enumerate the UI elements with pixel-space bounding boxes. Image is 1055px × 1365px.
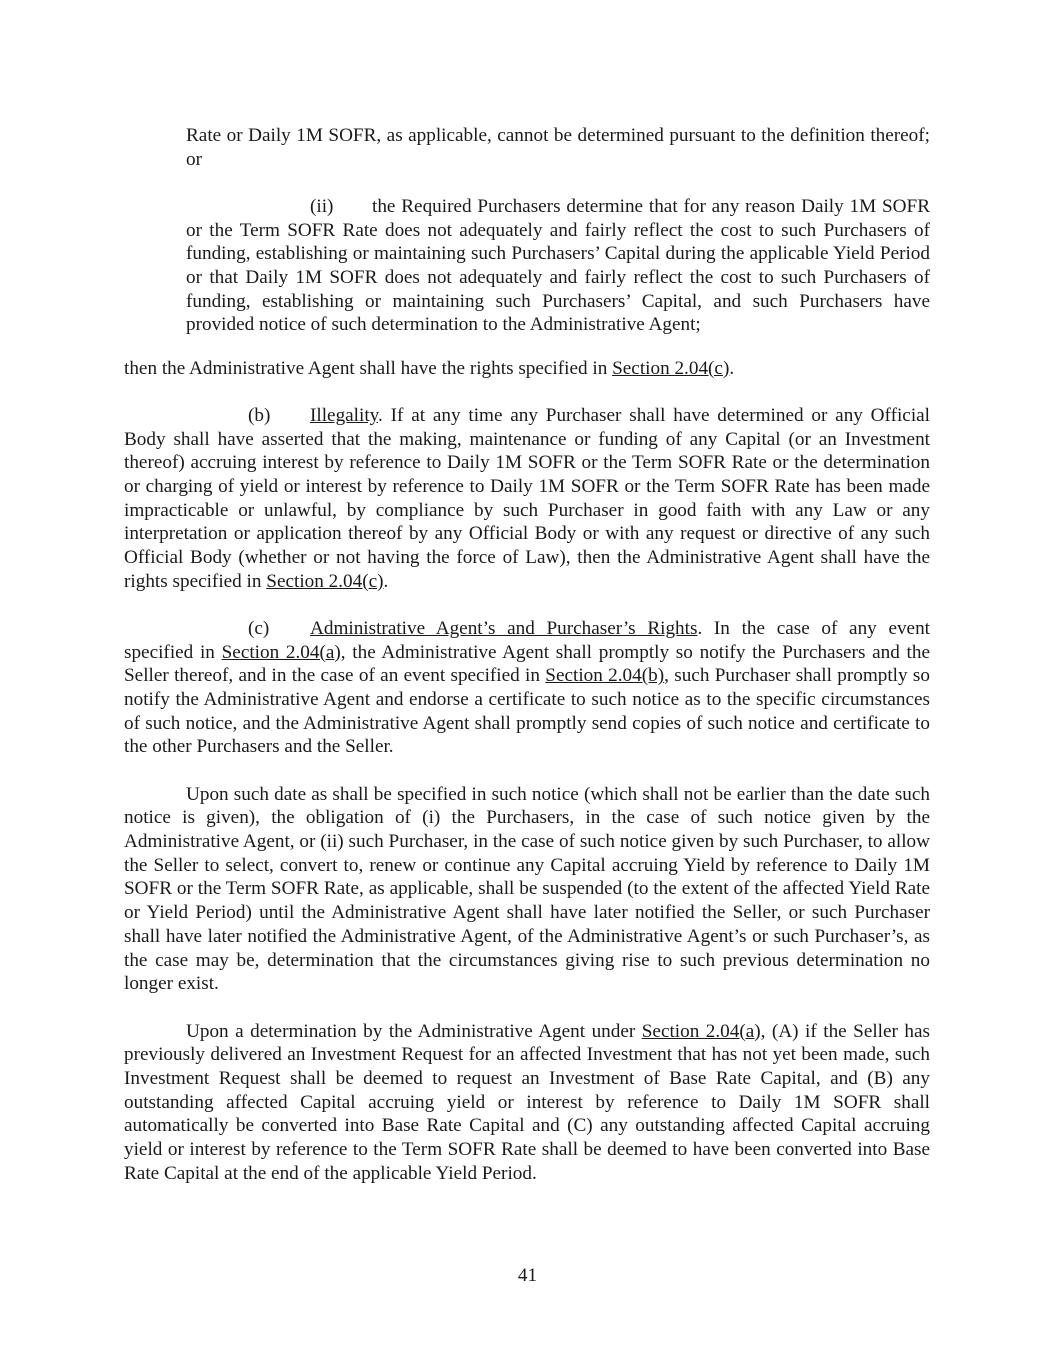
paragraph-ii <box>186 195 930 337</box>
paragraph-b-illegality <box>124 404 930 594</box>
paragraph-text: . <box>383 570 389 592</box>
paragraph-text: . <box>729 357 735 379</box>
section-reference: Section 2.04(c) <box>612 357 730 379</box>
section-reference: Section 2.04(a) <box>221 641 341 663</box>
paragraph-text: . In the case of any event specified in <box>124 617 930 663</box>
paragraph-text: the Required Purchasers determine that for any reason Daily 1M SOFR or the Term SOFR Rate does not adequately and fairly reflect the cost to such Purchasers of funding, establishing or maintaining such Purchasers’ Capital during the applicable Yield Period or that Daily 1M SOFR does not adequately and fairly reflect the cost to such Purchasers of funding, establishing or maintaining such Purchasers’ Capital, and such Purchasers have provided notice of such determination to the Administrative Agent; <box>186 195 930 336</box>
page-number: 41 <box>517 1265 538 1286</box>
paragraph-continuation <box>186 124 930 171</box>
clause-label-ii: (ii) <box>310 195 334 217</box>
paragraph-text: , (A) if the Seller has previously delivered an Investment Request for an affected Investment that has not yet been made, such Investment Request shall be deemed to request an Investment of Base Rate Capital, and (B) any outstanding affected Capital accruing yield or interest by reference to Daily 1M SOFR shall automatically be converted into Base Rate Capital and (C) any outstanding affected Capital accruing yield or interest by reference to the Term SOFR Rate shall be deemed to have been converted into Base Rate Capital at the end of the applicable Yield Period. <box>124 1020 930 1184</box>
paragraph-text: , the Administrative Agent shall promptly so notify the Purchasers and the Seller thereof, and in the case of an event specified in <box>124 641 930 687</box>
paragraph-text: . If at any time any Purchaser shall have determined or any Official Body shall have asserted that the making, maintenance or funding of any Capital (or an Investment thereof) accruing interest by reference to Daily 1M SOFR or the Term SOFR Rate or the determination or charging of yield or interest by reference to Daily 1M SOFR or the Term SOFR Rate has been made impracticable or unlawful, by compliance by such Purchaser in good faith with any Law or any interpretation or application thereof by any Official Body or with any request or directive of any such Official Body (whether or not having the force of Law), then the Administrative Agent shall have the rights specified in <box>124 404 930 592</box>
section-heading: Illegality <box>310 404 379 426</box>
section-reference: Section 2.04(c) <box>266 570 384 592</box>
section-reference: Section 2.04(b) <box>545 665 665 687</box>
section-heading: Administrative Agent’s and Purchaser’s Rights <box>310 617 698 639</box>
section-reference: Section 2.04(a) <box>641 1020 761 1042</box>
paragraph-text: , such Purchaser shall promptly so notify the Administrative Agent and endorse a certificate to such notice as to the specific circumstances of such notice, and the Administrative Agent shall promptly send copies of such notice and certificate to the other Purchasers and the Seller. <box>124 665 930 758</box>
clause-label-b: (b) <box>248 404 271 426</box>
paragraph-text: then the Administrative Agent shall have the rights specified in <box>124 357 613 379</box>
paragraph-upon-determination <box>124 1020 930 1186</box>
paragraph-c-rights <box>124 617 930 759</box>
paragraph-then <box>124 357 930 381</box>
paragraph-text: Upon such date as shall be specified in such notice (which shall not be earlier than the date such notice is given), the obligation of (i) the Purchasers, in the case of such notice given by the Administrative Agent, or (ii) such Purchaser, in the case of such notice given by such Purchaser, to allow the Seller to select, convert to, renew or continue any Capital accruing Yield by reference to Daily 1M SOFR or the Term SOFR Rate, as applicable, shall be suspended (to the extent of the affected Yield Rate or Yield Period) until the Administrative Agent shall have later notified the Seller, or such Purchaser shall have later notified the Administrative Agent, of the Administrative Agent’s or such Purchaser’s, as the case may be, determination that the circumstances giving rise to such previous determination no longer exist. <box>124 783 930 995</box>
document-body <box>124 124 930 1185</box>
paragraph-text: Upon a determination by the Administrative Agent under <box>186 1020 642 1042</box>
paragraph-upon-date <box>124 783 930 996</box>
paragraph-text: Rate or Daily 1M SOFR, as applicable, cannot be determined pursuant to the definition thereof; or <box>186 125 930 170</box>
clause-label-c: (c) <box>248 617 270 639</box>
